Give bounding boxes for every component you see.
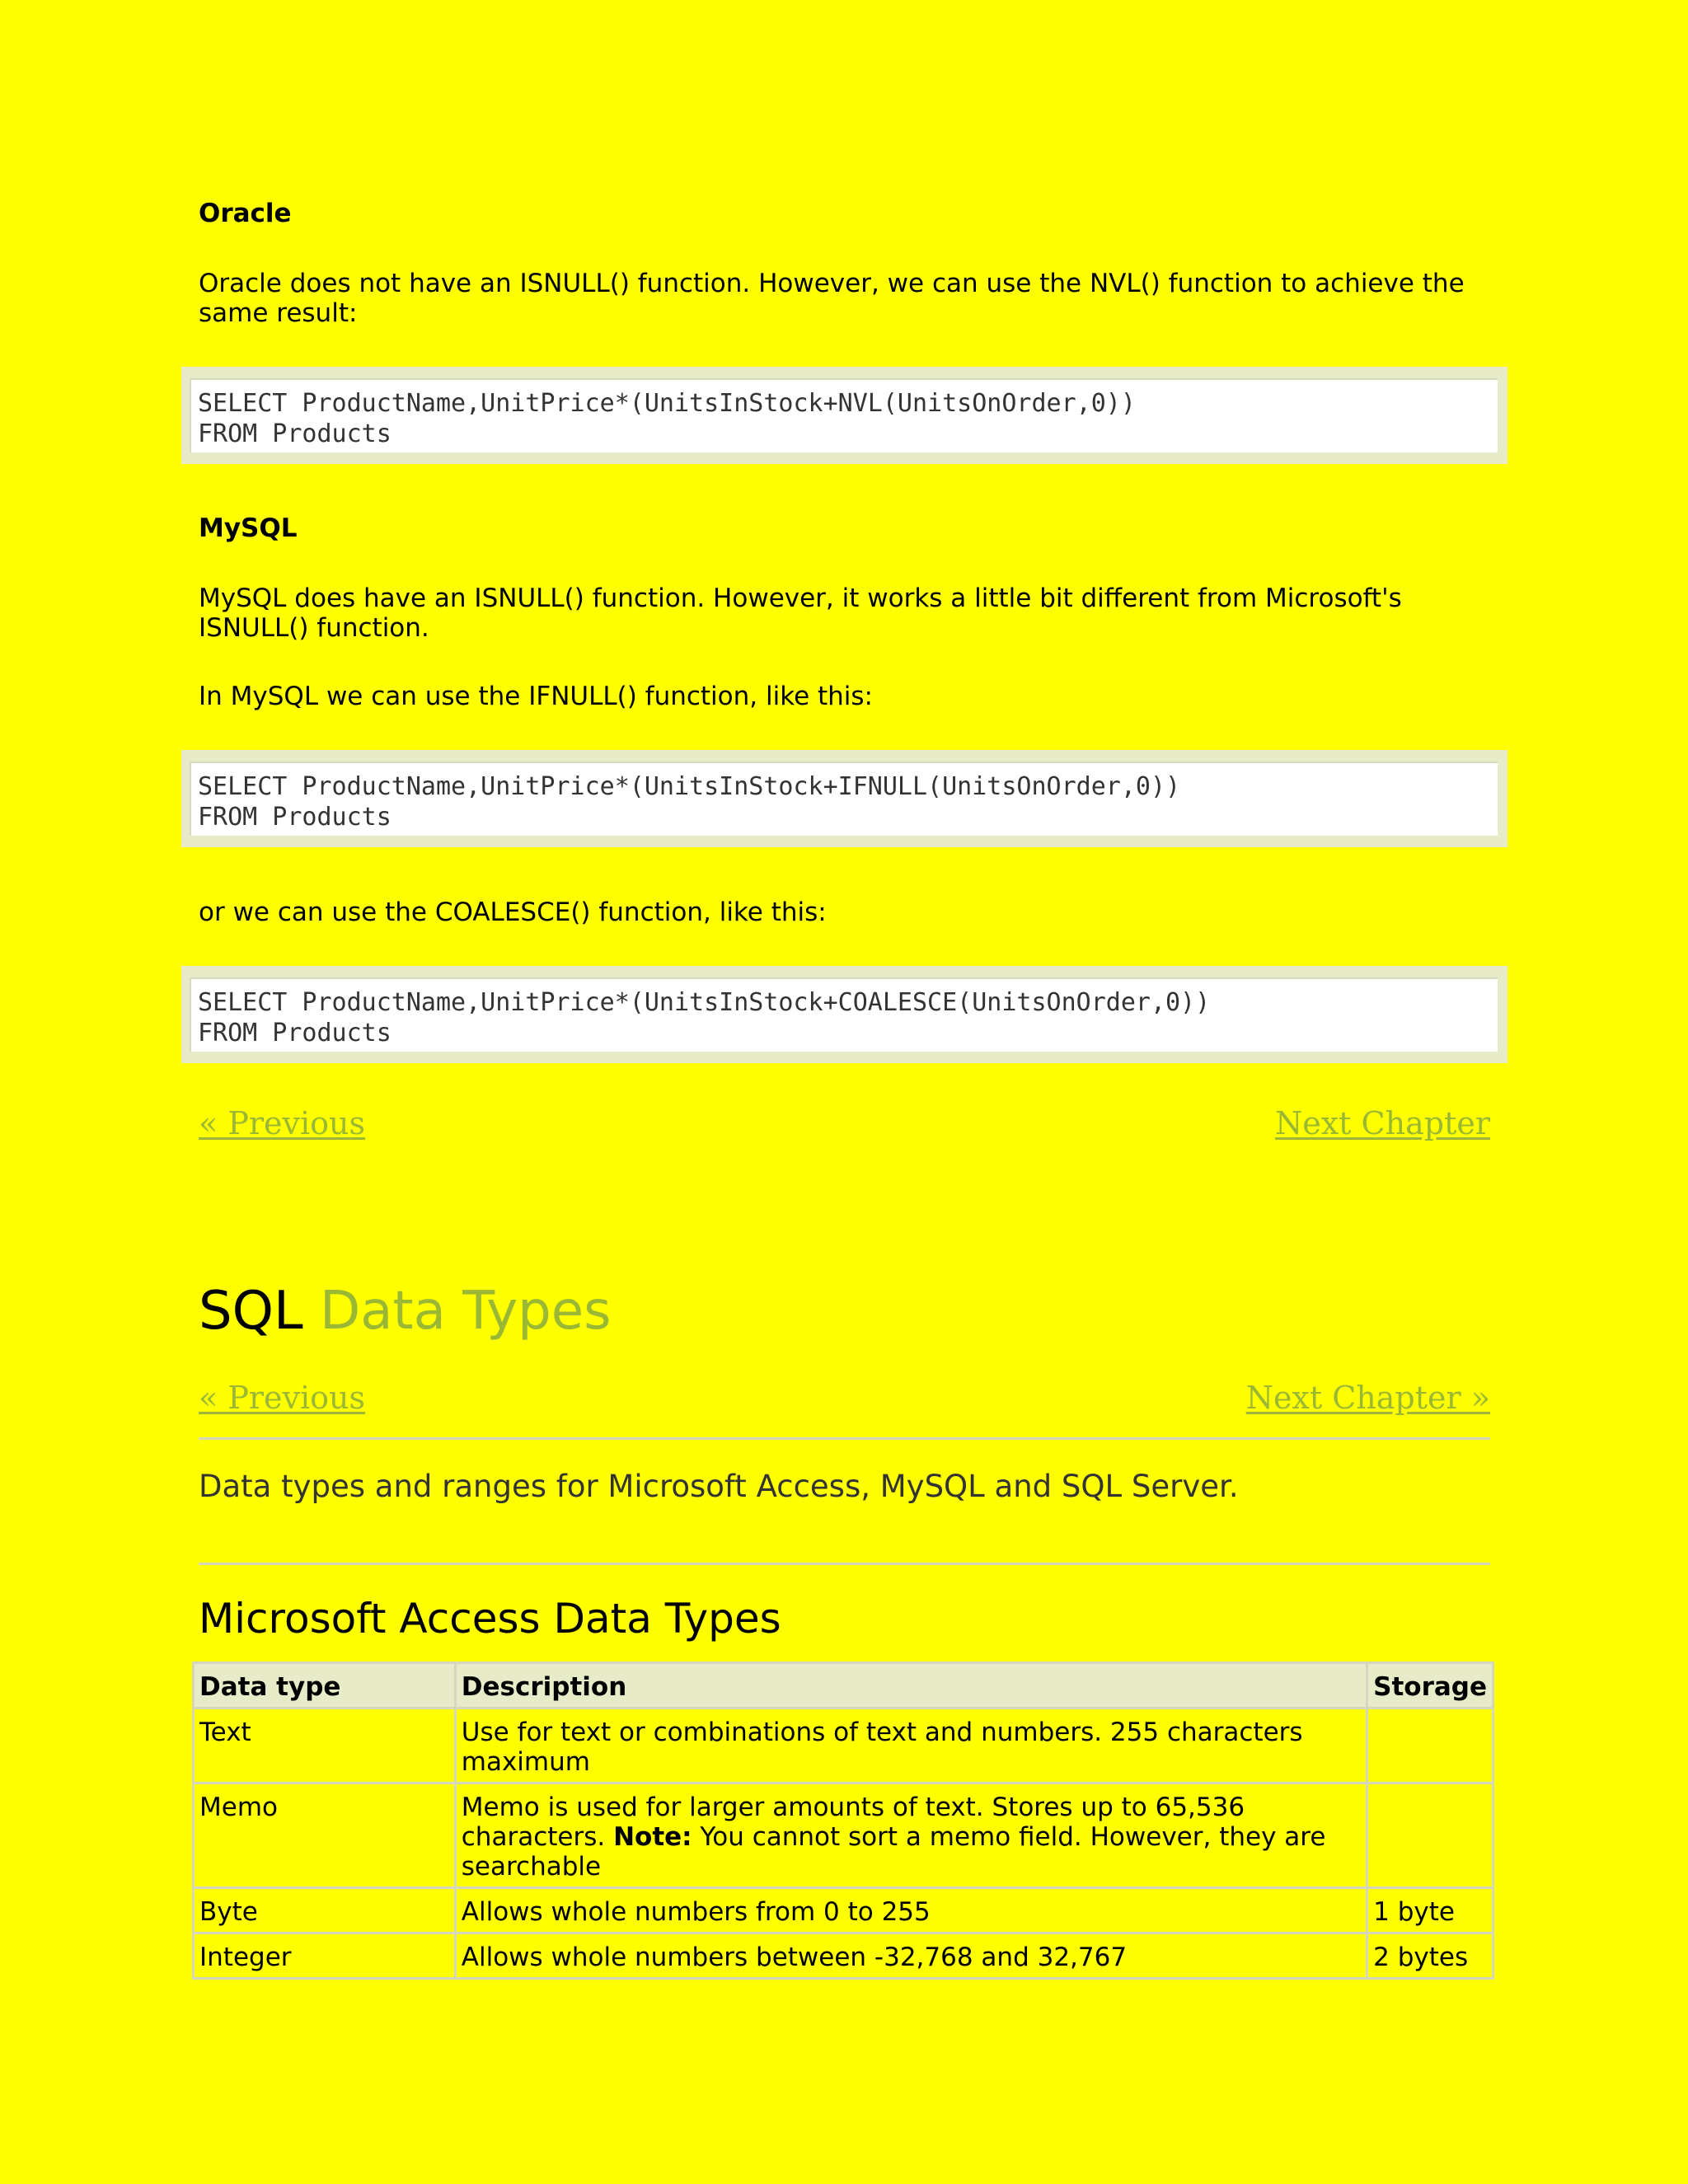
memo-description-pre: Memo is used for larger amounts of text. Stores up to 65,536 characters. xyxy=(461,1793,1245,1852)
previous-link[interactable]: « Previous xyxy=(199,1105,366,1141)
mysql-coalesce-code: SELECT ProductName,UnitPrice*(UnitsInStock+COALESCE(UnitsOnOrder,0)) FROM Products xyxy=(190,977,1498,1052)
cell-description: Allows whole numbers between -32,768 and 32,767 xyxy=(455,1933,1367,1979)
mysql-heading: MySQL xyxy=(199,513,298,543)
mysql-ifnull-intro: In MySQL we can use the IFNULL() function, like this: xyxy=(199,682,874,711)
table-header-row xyxy=(194,1663,1493,1708)
chapter-next-link[interactable]: Next Chapter » xyxy=(1245,1380,1490,1416)
chapter-intro: Data types and ranges for Microsoft Access, MySQL and SQL Server. xyxy=(199,1469,1239,1504)
oracle-description: Oracle does not have an ISNULL() function. However, we can use the NVL() function to achieve the same result: xyxy=(199,269,1465,328)
page-title-main: SQL xyxy=(199,1281,303,1342)
cell-data-type: Text xyxy=(194,1708,456,1783)
column-header-description: Description xyxy=(455,1663,1367,1708)
table-row xyxy=(194,1783,1493,1888)
memo-description-post: You cannot sort a memo field. However, they are searchable xyxy=(461,1822,1326,1882)
cell-data-type: Memo xyxy=(194,1783,456,1888)
cell-storage: 1 byte xyxy=(1367,1888,1493,1933)
page-title-accent: Data Types xyxy=(320,1281,612,1342)
mysql-ifnull-code: SELECT ProductName,UnitPrice*(UnitsInStock+IFNULL(UnitsOnOrder,0)) FROM Products xyxy=(190,762,1498,836)
divider-top xyxy=(199,1437,1490,1440)
mysql-ifnull-code-example xyxy=(181,750,1507,847)
cell-data-type: Byte xyxy=(194,1888,456,1933)
cell-description xyxy=(455,1783,1367,1888)
mysql-coalesce-intro: or we can use the COALESCE() function, like this: xyxy=(199,898,827,927)
oracle-code-example xyxy=(181,367,1507,464)
cell-description: Use for text or combinations of text and numbers. 255 characters maximum xyxy=(455,1708,1367,1783)
access-heading: Microsoft Access Data Types xyxy=(199,1595,781,1643)
oracle-heading: Oracle xyxy=(199,199,292,228)
column-header-storage: Storage xyxy=(1367,1663,1493,1708)
next-chapter-link[interactable]: Next Chapter xyxy=(1275,1105,1490,1141)
mysql-description: MySQL does have an ISNULL() function. However, it works a little bit different from Microsoft's ISNULL() function. xyxy=(199,583,1402,643)
divider-bottom xyxy=(199,1563,1490,1565)
table-row xyxy=(194,1888,1493,1933)
cell-storage: 2 bytes xyxy=(1367,1933,1493,1979)
column-header-data-type: Data type xyxy=(194,1663,456,1708)
page-title xyxy=(199,1280,612,1343)
cell-storage xyxy=(1367,1783,1493,1888)
oracle-code: SELECT ProductName,UnitPrice*(UnitsInStock+NVL(UnitsOnOrder,0)) FROM Products xyxy=(190,378,1498,452)
cell-data-type: Integer xyxy=(194,1933,456,1979)
access-data-types-table xyxy=(192,1661,1494,1980)
table-row xyxy=(194,1708,1493,1783)
cell-description: Allows whole numbers from 0 to 255 xyxy=(455,1888,1367,1933)
table-row xyxy=(194,1933,1493,1979)
mysql-coalesce-code-example xyxy=(181,966,1507,1063)
cell-storage xyxy=(1367,1708,1493,1783)
chapter-previous-link[interactable]: « Previous xyxy=(199,1380,366,1416)
note-label: Note: xyxy=(613,1822,692,1852)
